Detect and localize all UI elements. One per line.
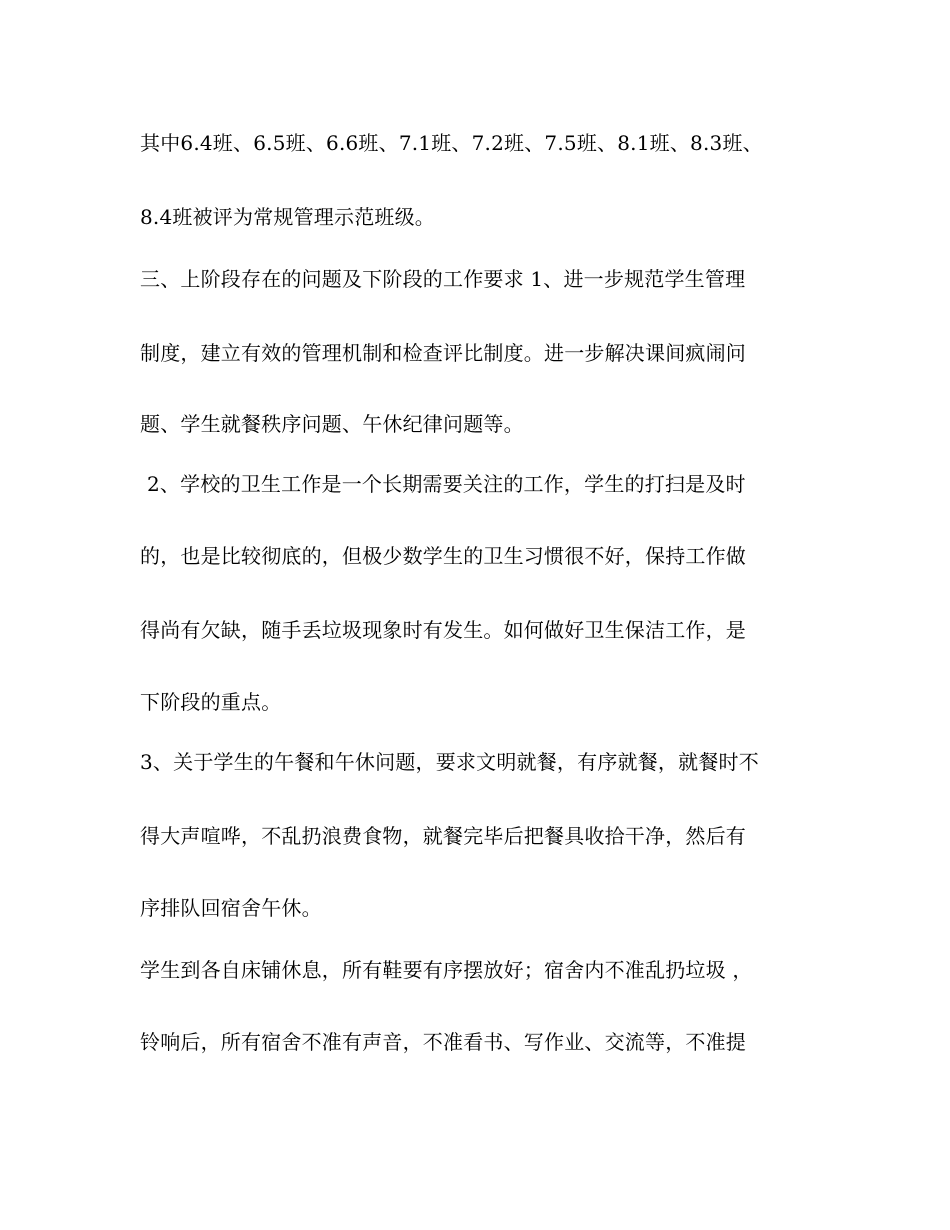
text-line: 题、学生就餐秩序问题、午休纪律问题等。	[140, 412, 524, 436]
text-line: 制度，建立有效的管理机制和检查评比制度。进一步解决课间疯闹问	[140, 341, 746, 365]
text-line: 序排队回宿舍午休。	[140, 896, 322, 920]
text-line: 下阶段的重点。	[140, 690, 282, 714]
text-line: 学生到各自床铺休息，所有鞋要有序摆放好；宿舍内不准乱扔垃圾 ，	[140, 958, 753, 982]
text-line: 2、学校的卫生工作是一个长期需要关注的工作，学生的打扫是及时	[147, 472, 746, 496]
text-line: 得大声喧哗，不乱扔浪费食物，就餐完毕后把餐具收拾干净，然后有	[140, 824, 746, 848]
text-line: 8.4班被评为常规管理示范班级。	[140, 205, 436, 229]
text-line: 的，也是比较彻底的，但极少数学生的卫生习惯很不好，保持工作做	[140, 544, 746, 568]
section-heading-line: 三、上阶段存在的问题及下阶段的工作要求 1、进一步规范学生管理	[140, 267, 746, 291]
text-line: 得尚有欠缺，随手丢垃圾现象时有发生。如何做好卫生保洁工作，是	[140, 618, 746, 642]
text-line: 其中6.4班、6.5班、6.6班、7.1班、7.2班、7.5班、8.1班、8.3班、	[140, 131, 763, 155]
text-line: 3、关于学生的午餐和午休问题，要求文明就餐，有序就餐，就餐时不	[140, 750, 759, 774]
text-line: 铃响后，所有宿舍不准有声音，不准看书、写作业、交流等，不准提	[140, 1030, 746, 1054]
